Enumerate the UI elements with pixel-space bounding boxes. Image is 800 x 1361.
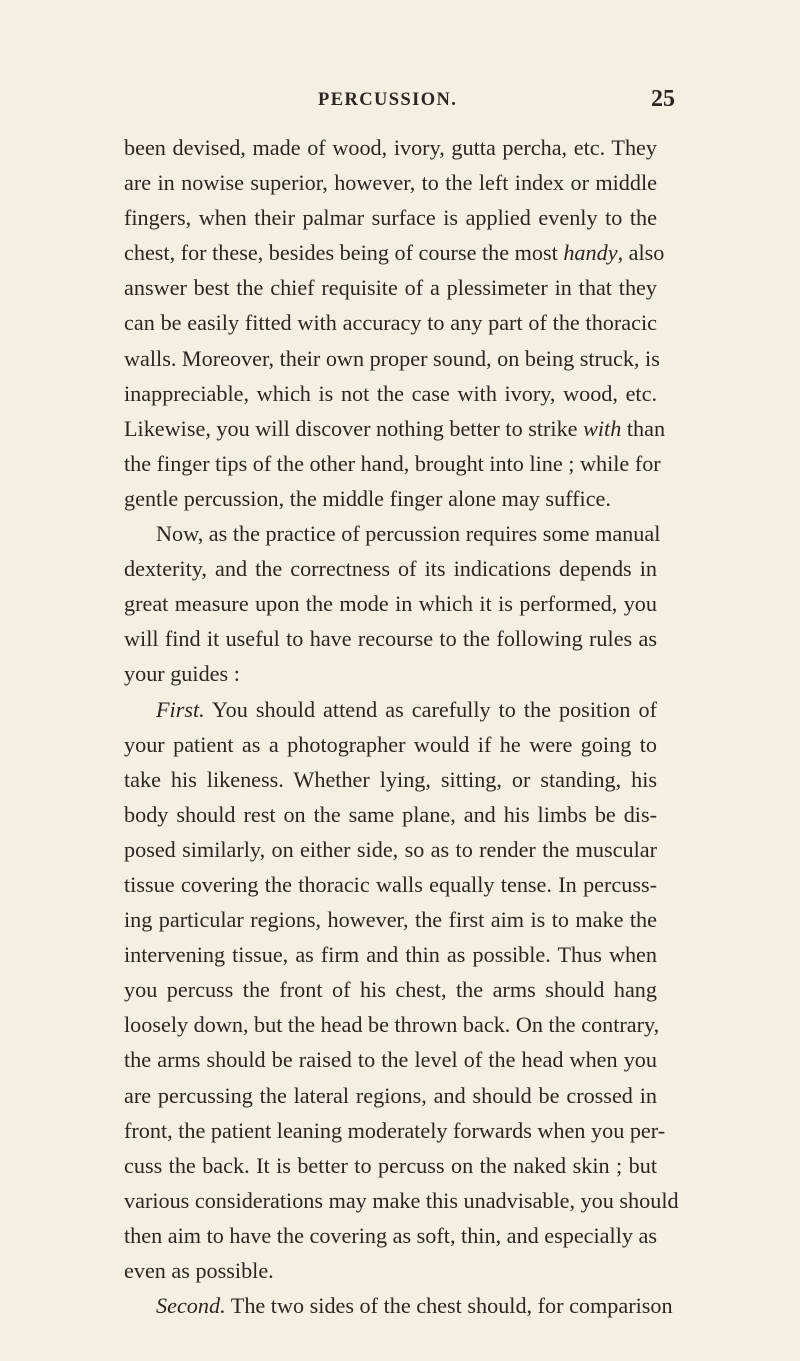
text-line: are in nowise superior, however, to the left index or middle [124, 170, 657, 196]
text-line: intervening tissue, as firm and thin as possible. Thus when [124, 942, 657, 968]
text-line: take his likeness. Whether lying, sitting, or standing, his [124, 766, 657, 792]
text-line: front, the patient leaning moderately forwards when you per- [124, 1117, 666, 1143]
paragraph-start-line: Now, as the practice of percussion requires some manual [156, 521, 661, 547]
running-head [0, 86, 800, 114]
rule-heading: Second. [156, 1293, 226, 1319]
running-head-title: PERCUSSION. [318, 90, 458, 110]
text-line: inappreciable, which is not the case with ivory, wood, etc. [124, 380, 657, 406]
italic-emphasis: with [583, 415, 622, 441]
text-line: you percuss the front of his chest, the arms should hang [124, 977, 657, 1003]
text-line: gentle percussion, the middle finger alone may suffice. [124, 485, 611, 511]
text-line: the arms should be raised to the level of the head when you [124, 1047, 657, 1073]
text-line: been devised, made of wood, ivory, gutta percha, etc. They [124, 135, 657, 160]
paragraph-start-line: First. You should attend as carefully to the position of [156, 696, 657, 722]
text-line: your guides : [124, 661, 240, 687]
body-text [124, 130, 679, 1323]
text-line: cuss the back. It is better to percuss on the naked skin ; but [124, 1152, 657, 1178]
text-line: can be easily fitted with accuracy to any part of the thoracic [124, 310, 657, 336]
text-line: body should rest on the same plane, and his limbs be dis- [124, 801, 657, 827]
text-line: walls. Moreover, their own proper sound, on being struck, is [124, 345, 660, 371]
text-line: loosely down, but the head be thrown back. On the contrary, [124, 1012, 660, 1038]
text-line: various considerations may make this unadvisable, you should [124, 1187, 679, 1213]
text-line: your patient as a photographer would if he were going to [124, 731, 657, 757]
text-line: ing particular regions, however, the first aim is to make the [124, 907, 657, 933]
text-line: chest, for these, besides being of course the most handy, also [124, 240, 665, 266]
text-line: then aim to have the covering as soft, thin, and especially as [124, 1222, 657, 1248]
text-line: dexterity, and the correctness of its indications depends in [124, 556, 657, 582]
text-line: tissue covering the thoracic walls equally tense. In percuss- [124, 871, 657, 897]
text-line: even as possible. [124, 1258, 274, 1283]
paragraph-start-line: Second. The two sides of the chest should, for comparison [156, 1293, 673, 1319]
text-line: will find it useful to have recourse to the following rules as [124, 626, 657, 652]
text-line: Likewise, you will discover nothing better to strike with than [124, 415, 666, 441]
page-number: 25 [651, 86, 675, 112]
rule-heading: First. [156, 696, 205, 722]
italic-emphasis: handy [563, 240, 618, 266]
text-line: answer best the chief requisite of a plessimeter in that they [124, 275, 657, 301]
text-line: posed similarly, on either side, so as to render the muscular [124, 836, 657, 862]
text-line: fingers, when their palmar surface is applied evenly to the [124, 205, 657, 231]
text-line: are percussing the lateral regions, and should be crossed in [124, 1082, 657, 1108]
text-line: the finger tips of the other hand, brought into line ; while for [124, 450, 661, 476]
text-line: great measure upon the mode in which it is performed, you [124, 591, 657, 617]
